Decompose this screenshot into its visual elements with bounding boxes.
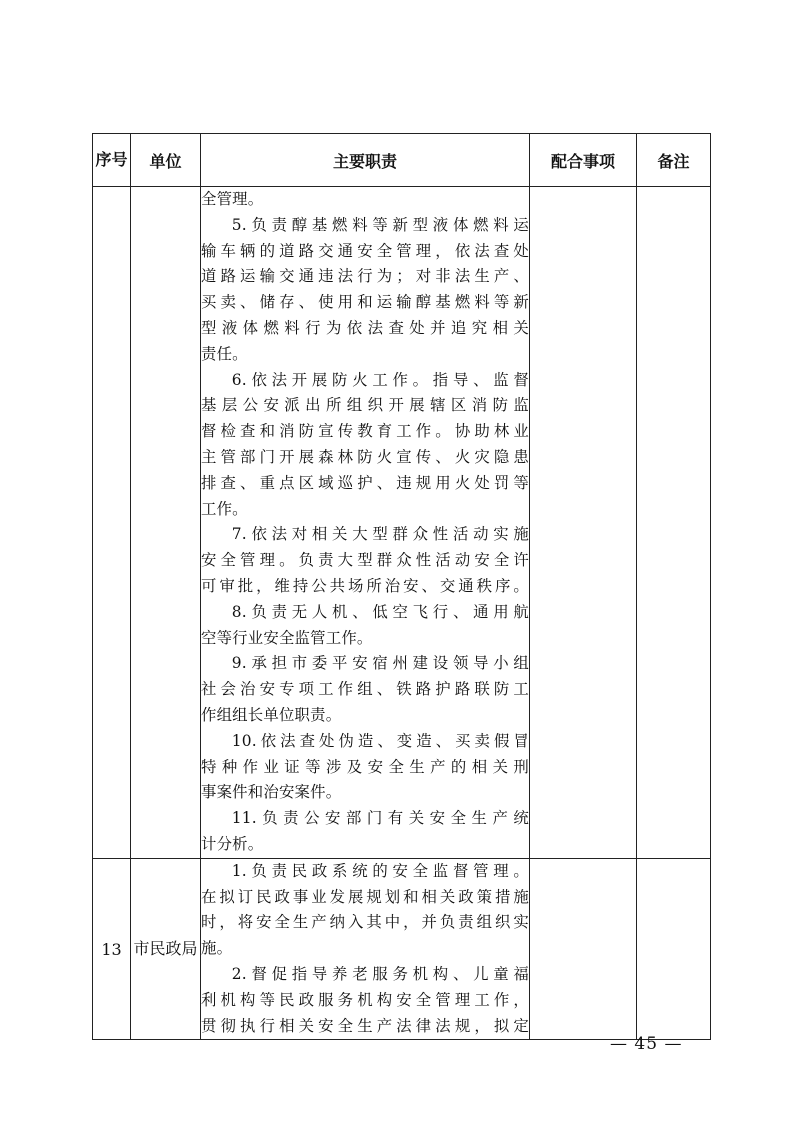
header-duties: 主要职责	[201, 134, 530, 187]
cell-duties	[201, 187, 530, 859]
header-notes: 备注	[637, 134, 711, 187]
duty-line: 计分析。	[201, 834, 264, 853]
cell-coop	[530, 187, 637, 859]
duty-line: 作组组长单位职责。	[201, 705, 342, 724]
cell-unit: 市民政局	[131, 858, 201, 1040]
duty-line: 排查、重点区域巡护、违规用火处罚等	[201, 473, 529, 492]
header-coop: 配合事项	[530, 134, 637, 187]
cell-duties	[201, 858, 530, 1040]
duty-line: 工作。	[201, 499, 248, 518]
duty-line: 7.依法对相关大型群众性活动实施	[231, 525, 529, 544]
duty-line: 督检查和消防宣传教育工作。协助林业	[201, 422, 529, 441]
duty-line: 社会治安专项工作组、铁路护路联防工	[201, 680, 529, 699]
cell-coop	[530, 858, 637, 1040]
duty-line: 基层公安派出所组织开展辖区消防监	[201, 396, 529, 415]
duty-line: 空等行业安全监管工作。	[201, 628, 373, 647]
duty-line: 事案件和治安案件。	[201, 783, 342, 802]
header-seq: 序号	[93, 134, 131, 187]
duty-line: 10.依法查处伪造、变造、买卖假冒	[231, 731, 529, 750]
duty-line: 在拟订民政事业发展规划和相关政策措施	[201, 887, 529, 906]
table-header-row	[93, 134, 711, 187]
responsibility-table	[92, 133, 711, 1040]
cell-seq: 13	[93, 858, 131, 1040]
duty-line: 11.负责公安部门有关安全生产统	[231, 809, 529, 828]
duty-line: 5.负责醇基燃料等新型液体燃料运	[231, 215, 529, 234]
duty-line: 利机构等民政服务机构安全管理工作，	[201, 990, 529, 1009]
duty-line: 输车辆的道路交通安全管理，依法查处	[201, 241, 529, 260]
duty-line: 1.负责民政系统的安全监督管理。	[231, 861, 529, 880]
header-unit: 单位	[131, 134, 201, 187]
cell-notes	[637, 858, 711, 1040]
duty-line: 可审批，维持公共场所治安、交通秩序。	[201, 576, 529, 595]
duty-line: 9.承担市委平安宿州建设领导小组	[231, 654, 529, 673]
duty-line: 责任。	[201, 344, 248, 363]
duty-line: 6.依法开展防火工作。指导、监督	[231, 370, 529, 389]
duty-line: 贯彻执行相关安全生产法律法规，拟定	[201, 1016, 529, 1035]
duty-line: 8.负责无人机、低空飞行、通用航	[231, 602, 529, 621]
duty-line: 型液体燃料行为依法查处并追究相关	[201, 318, 529, 337]
duty-line: 道路运输交通违法行为；对非法生产、	[201, 267, 529, 286]
duty-line: 买卖、储存、使用和运输醇基燃料等新	[201, 293, 529, 312]
cell-unit	[131, 187, 201, 859]
duty-line: 时，将安全生产纳入其中，并负责组织实	[201, 913, 529, 932]
duty-line: 全管理。	[201, 190, 264, 208]
duty-line: 施。	[201, 939, 233, 958]
duty-line: 特种作业证等涉及安全生产的相关刑	[201, 757, 529, 776]
table-row	[93, 187, 711, 859]
cell-notes	[637, 187, 711, 859]
duty-line: 主管部门开展森林防火宣传、火灾隐患	[201, 447, 529, 466]
cell-seq	[93, 187, 131, 859]
table-row	[93, 858, 711, 1040]
duty-line: 2.督促指导养老服务机构、儿童福	[231, 964, 529, 983]
page-number: — 45 —	[610, 1034, 683, 1054]
duty-line: 安全管理。负责大型群众性活动安全许	[201, 551, 529, 570]
